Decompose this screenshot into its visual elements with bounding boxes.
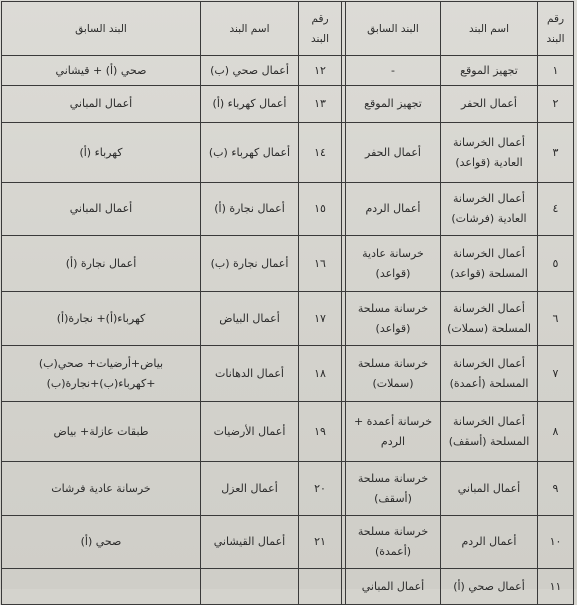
item-name-cell: أعمال نجارة (أ) (201, 183, 299, 236)
item-name-cell: أعمال الخرسانة المسلحة (سملات) (441, 292, 538, 346)
item-no-cell: ٢٠ (299, 462, 342, 516)
prev-item-cell: صحي (أ) (2, 516, 201, 569)
prev-item-cell: كهرباء(أ)+ نجارة(أ) (2, 292, 201, 346)
item-no-cell: ١١ (538, 569, 574, 605)
item-no-cell: ٤ (538, 183, 574, 236)
item-no-cell: ٢ (538, 86, 574, 123)
prev-item-cell: خرسانة مسلحة (سملات) (346, 346, 441, 402)
item-name-cell: أعمال كهرباء (ب) (201, 123, 299, 183)
item-no-cell: ٥ (538, 236, 574, 292)
item-no-cell: ١٥ (299, 183, 342, 236)
item-no-cell: ١٤ (299, 123, 342, 183)
table-row (2, 123, 574, 183)
item-name-cell: أعمال الأرضيات (201, 402, 299, 462)
column-gap (342, 569, 346, 605)
item-name-cell: أعمال الردم (441, 516, 538, 569)
item-no-cell: ٣ (538, 123, 574, 183)
item-no-cell: ١٩ (299, 402, 342, 462)
item-no-cell: ٦ (538, 292, 574, 346)
header-prev-item: البند السابق (2, 2, 201, 56)
header-item-name: اسم البند (441, 2, 538, 56)
prev-item-cell: خرسانة عادية (قواعد) (346, 236, 441, 292)
item-no-cell: ٢١ (299, 516, 342, 569)
item-no-cell: ١٣ (299, 86, 342, 123)
table-row (2, 462, 574, 516)
header-row (2, 2, 574, 56)
table-row (2, 346, 574, 402)
table-row (2, 183, 574, 236)
item-no-cell: ١٢ (299, 56, 342, 86)
item-name-cell: أعمال صحي (ب) (201, 56, 299, 86)
item-no-cell: ٧ (538, 346, 574, 402)
item-no-cell: ١٠ (538, 516, 574, 569)
table-row (2, 86, 574, 123)
item-name-cell: أعمال القيشاني (201, 516, 299, 569)
prev-item-cell: - (346, 56, 441, 86)
item-name-cell (201, 569, 299, 605)
header-item-no: رقم البند (538, 2, 574, 56)
table-row (2, 402, 574, 462)
table-row (2, 516, 574, 569)
item-name-cell: أعمال البياض (201, 292, 299, 346)
prev-item-cell: أعمال المباني (2, 86, 201, 123)
item-no-cell: ١٧ (299, 292, 342, 346)
item-no-cell: ١٨ (299, 346, 342, 402)
item-name-cell: أعمال الدهانات (201, 346, 299, 402)
item-name-cell: أعمال الخرسانة المسلحة (أسقف) (441, 402, 538, 462)
column-gap (342, 183, 346, 236)
item-name-cell: أعمال العزل (201, 462, 299, 516)
prev-item-cell: صحي (أ) + قيشاني (2, 56, 201, 86)
prev-item-cell: طبقات عازلة+ بياض (2, 402, 201, 462)
prev-item-cell (2, 569, 201, 605)
prev-item-cell: أعمال نجارة (أ) (2, 236, 201, 292)
item-name-cell: أعمال الخرسانة المسلحة (أعمدة) (441, 346, 538, 402)
prev-item-cell: تجهيز الموقع (346, 86, 441, 123)
column-gap (342, 516, 346, 569)
prev-item-cell: خرسانة أعمدة + الردم (346, 402, 441, 462)
column-gap (342, 462, 346, 516)
column-gap (342, 292, 346, 346)
prev-item-cell: خرسانة مسلحة (أعمدة) (346, 516, 441, 569)
column-gap (342, 123, 346, 183)
table-row (2, 292, 574, 346)
prev-item-cell: بياض+أرضيات+ صحي(ب) +كهرباء(ب)+نجارة(ب) (2, 346, 201, 402)
item-no-cell: ٩ (538, 462, 574, 516)
prev-item-cell: أعمال المباني (2, 183, 201, 236)
prev-item-cell: أعمال المباني (346, 569, 441, 605)
header-item-no: رقم البند (299, 2, 342, 56)
item-name-cell: أعمال الخرسانة العادية (قواعد) (441, 123, 538, 183)
table-row (2, 236, 574, 292)
item-no-cell (299, 569, 342, 605)
item-name-cell: تجهيز الموقع (441, 56, 538, 86)
prev-item-cell: خرسانة مسلحة (قواعد) (346, 292, 441, 346)
prev-item-cell: خرسانة مسلحة (أسقف) (346, 462, 441, 516)
prev-item-cell: أعمال الردم (346, 183, 441, 236)
item-no-cell: ١٦ (299, 236, 342, 292)
table-row (2, 56, 574, 86)
header-item-name: اسم البند (201, 2, 299, 56)
prev-item-cell: كهرباء (أ) (2, 123, 201, 183)
column-gap (342, 346, 346, 402)
column-gap (342, 236, 346, 292)
item-name-cell: أعمال نجارة (ب) (201, 236, 299, 292)
item-name-cell: أعمال كهرباء (أ) (201, 86, 299, 123)
header-prev-item: البند السابق (346, 2, 441, 56)
column-gap (342, 86, 346, 123)
item-name-cell: أعمال المباني (441, 462, 538, 516)
prev-item-cell: خرسانة عادية فرشات (2, 462, 201, 516)
item-name-cell: أعمال الخرسانة العادية (فرشات) (441, 183, 538, 236)
column-gap (342, 402, 346, 462)
column-gap (342, 2, 346, 56)
item-no-cell: ١ (538, 56, 574, 86)
item-no-cell: ٨ (538, 402, 574, 462)
table-row (2, 569, 574, 605)
item-name-cell: أعمال الحفر (441, 86, 538, 123)
prev-item-cell: أعمال الحفر (346, 123, 441, 183)
activities-table (1, 1, 574, 605)
item-name-cell: أعمال صحي (أ) (441, 569, 538, 605)
column-gap (342, 56, 346, 86)
item-name-cell: أعمال الخرسانة المسلحة (قواعد) (441, 236, 538, 292)
